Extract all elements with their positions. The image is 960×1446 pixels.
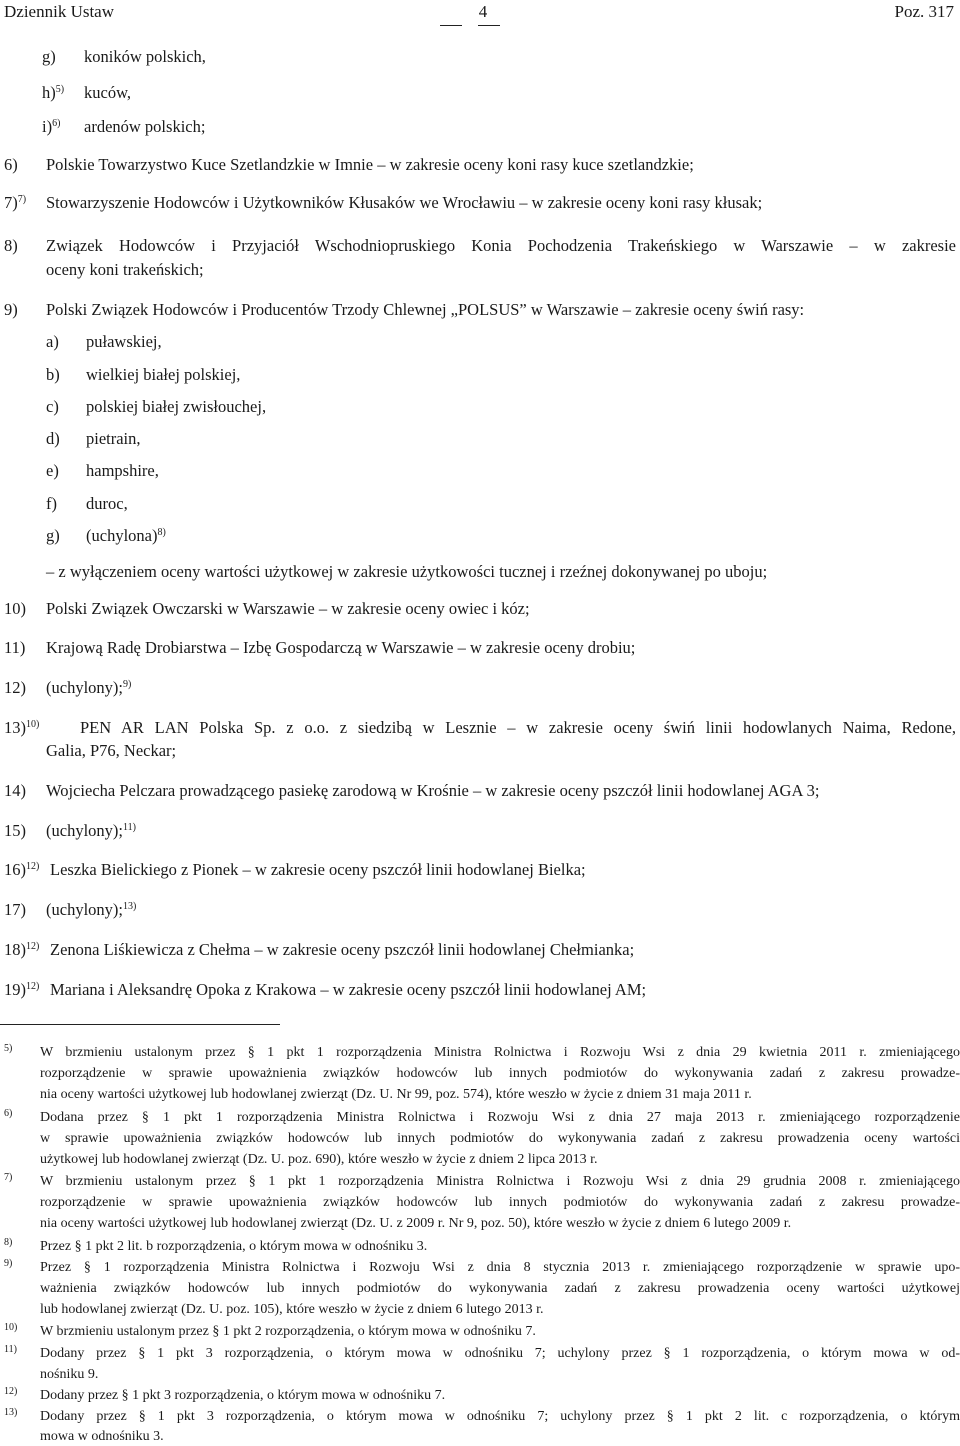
footnote-number: 13) [4,1407,18,1418]
item-text: Wojciecha Pelczara prowadzącego pasiekę zarodową w Krośnie – w zakresie oceny pszczół linii hodowlanej AGA 3; [46,781,820,800]
footnote-line: Przez § 1 rozporządzenia Ministra Rolnictwa i Rozwoju Wsi z dnia 8 stycznia 2013 r. zmieniającego rozporządzenie w sprawie upo- [40,1260,960,1275]
footnote-line: użytkowej lub hodowlanej zwierząt (Dz. U. poz. 690), które weszło w życie z dniem 2 lipca 2013 r. [40,1152,598,1167]
item-text: hampshire, [86,461,159,480]
item-label: 6) [4,155,18,174]
item-text: (uchylona) [86,526,158,545]
item-label: e) [46,461,59,480]
footnote-ref[interactable]: 13) [122,901,137,912]
item-label: h) [42,83,56,102]
footnote-separator [0,1024,280,1025]
footnote-number: 10) [4,1322,18,1333]
footnote-number: 6) [4,1108,13,1119]
footnote-line: nośniku 9. [40,1367,99,1382]
header-rule-right [478,25,500,26]
footnote-number: 5) [4,1043,13,1054]
footnote-ref[interactable]: 9) [122,679,132,690]
item-label: g) [42,47,56,66]
item-label: b) [46,365,60,384]
item-text: koników polskich, [84,47,206,66]
item-text: puławskiej, [86,332,162,351]
page-number: 4 [478,2,488,21]
item-text: Polski Związek Hodowców i Producentów Trzody Chlewnej „POLSUS” w Warszawie – zakresie oceny świń rasy: [46,300,805,319]
item-label: c) [46,397,59,416]
footnote-line: ważnienia związków hodowców lub innych podmiotów do wykonywania zadań z zakresu prowadzenia oceny wartości użytkowej [40,1281,960,1296]
page-header [0,0,960,30]
item-label: 15) [4,821,26,840]
item-label: a) [46,332,59,351]
footnote-line: w sprawie upoważnienia związków hodowców lub innych podmiotów do wykonywania zadań z zakresu prowadzenia oceny wartości [40,1131,960,1146]
item-text: PEN AR LAN Polska Sp. z o.o. z siedzibą w Lesznie – w zakresie oceny świń linii hodowlanych Naima, Redone, [80,718,956,737]
footnote-ref[interactable]: 12) [26,981,40,992]
footnote-ref[interactable]: 5) [55,84,65,95]
item-text: Galia, P76, Neckar; [46,741,177,760]
footnote-line: lub hodowlanej zwierząt (Dz. U. poz. 105), które weszło w życie z dniem 6 lutego 2013 r. [40,1302,544,1317]
item-label: 17) [4,900,26,919]
item-text: Stowarzyszenie Hodowców i Użytkowników Kłusaków we Wrocławiu – w zakresie oceny koni rasy kłusak; [46,193,763,212]
item-label: 19) [4,980,26,999]
journal-title: Dziennik Ustaw [4,2,115,21]
item-text: Związek Hodowców i Przyjaciół Wschodniopruskiego Konia Pochodzenia Trakeńskiego w Warszawie – w zakresie [46,236,956,255]
exclusion-clause: – z wyłączeniem oceny wartości użytkowej w zakresie użytkowości tucznej i rzeźnej dokonywanej po uboju; [46,562,768,581]
item-text: (uchylony); [46,678,123,697]
footnote-number: 12) [4,1386,18,1397]
item-text: ardenów polskich; [84,117,206,136]
footnote-number: 9) [4,1258,13,1269]
footnote-line: rozporządzenie w sprawie upoważnienia związków hodowców lub innych podmiotów do wykonywania zadań z zakresu prowadze- [40,1066,960,1081]
item-label: 16) [4,860,26,879]
item-text: Zenona Liśkiewicza z Chełma – w zakresie oceny pszczół linii hodowlanej Chełmianka; [50,940,635,959]
footnote-ref[interactable]: 11) [122,822,136,833]
item-label: 12) [4,678,26,697]
item-text: Krajową Radę Drobiarstwa – Izbę Gospodarczą w Warszawie – w zakresie oceny drobiu; [46,638,636,657]
item-label: 10) [4,599,26,618]
item-text: duroc, [86,494,128,513]
footnote-number: 8) [4,1237,13,1248]
item-label: 8) [4,236,18,255]
item-label: 9) [4,300,18,319]
item-label: i) [42,117,53,136]
footnote-ref[interactable]: 6) [52,118,61,129]
footnote-line: W brzmieniu ustalonym przez § 1 pkt 1 rozporządzenia Ministra Rolnictwa i Rozwoju Wsi z dnia 29 kwietnia 2011 r. zmieniającego [40,1045,960,1060]
footnote-line: nia oceny wartości użytkowej lub hodowlanej zwierząt (Dz. U. Nr 99, poz. 574), które weszło w życie z dniem 31 maja 2011 r. [40,1087,752,1102]
item-text: Polskie Towarzystwo Kuce Szetlandzkie w Imnie – w zakresie oceny koni rasy kuce szetlandzkie; [46,155,694,174]
item-label: 13) [4,718,26,737]
item-text: Polski Związek Owczarski w Warszawie – w zakresie oceny owiec i kóz; [46,599,530,618]
footnote-line: W brzmieniu ustalonym przez § 1 pkt 1 rozporządzenia Ministra Rolnictwa i Rozwoju Wsi z dnia 29 grudnia 2008 r. zmieniającego [40,1174,960,1189]
position-number: Poz. 317 [894,2,954,21]
item-text: Mariana i Aleksandrę Opoka z Krakowa – w zakresie oceny pszczół linii hodowlanej AM; [50,980,647,999]
item-label: 11) [4,638,26,657]
footnote-number: 11) [4,1344,17,1355]
item-text: oceny koni trakeńskich; [46,260,204,279]
item-label: 18) [4,940,26,959]
item-text: polskiej białej zwisłouchej, [86,397,267,416]
item-text: pietrain, [86,429,141,448]
footnote-line: W brzmieniu ustalonym przez § 1 pkt 2 rozporządzenia, o którym mowa w odnośniku 7. [40,1324,536,1339]
footnote-line: rozporządzenie w sprawie upoważnienia związków hodowców lub innych podmiotów do wykonywania zadań z zakresu prowadze- [40,1195,960,1210]
footnote-ref[interactable]: 12) [26,941,40,952]
item-text: (uchylony); [46,821,123,840]
item-text: Leszka Bielickiego z Pionek – w zakresie oceny pszczół linii hodowlanej Bielka; [50,860,586,879]
item-text: wielkiej białej polskiej, [86,365,241,384]
footnote-ref[interactable]: 8) [157,527,166,538]
footnote-line: Dodany przez § 1 pkt 3 rozporządzenia, o którym mowa w odnośniku 7; uchylony przez § 1 rozporządzenia, o którym mowa w od- [40,1346,960,1361]
footnote-ref[interactable]: 10) [26,719,40,730]
footnote-line: Dodany przez § 1 pkt 3 rozporządzenia, o którym mowa w odnośniku 7; uchylony przez § 1 pkt 2 lit. c rozporządzenia, o którym [40,1409,960,1424]
item-label: 14) [4,781,26,800]
footnote-line: Dodana przez § 1 pkt 1 rozporządzenia Ministra Rolnictwa i Rozwoju Wsi z dnia 27 maja 2013 r. zmieniającego rozporządzenie [40,1110,960,1125]
footnote-ref[interactable]: 7) [17,194,27,205]
footnote-number: 7) [4,1172,13,1183]
item-text: kuców, [84,83,132,102]
footnote-ref[interactable]: 12) [26,861,40,872]
footnote-line: nia oceny wartości użytkowej lub hodowlanej zwierząt (Dz. U. z 2009 r. Nr 9, poz. 50), które weszło w życie z dniem 6 lutego 2009 r. [40,1216,792,1231]
header-rule-left [440,25,462,26]
item-label: g) [46,526,60,545]
footnote-line: Dodany przez § 1 pkt 3 rozporządzenia, o którym mowa w odnośniku 7. [40,1388,446,1403]
item-label: 7) [4,193,18,212]
footnote-line: mowa w odnośniku 3. [40,1429,164,1444]
item-label: f) [46,494,57,513]
item-label: d) [46,429,60,448]
item-text: (uchylony); [46,900,123,919]
footnote-line: Przez § 1 pkt 2 lit. b rozporządzenia, o którym mowa w odnośniku 3. [40,1239,428,1254]
